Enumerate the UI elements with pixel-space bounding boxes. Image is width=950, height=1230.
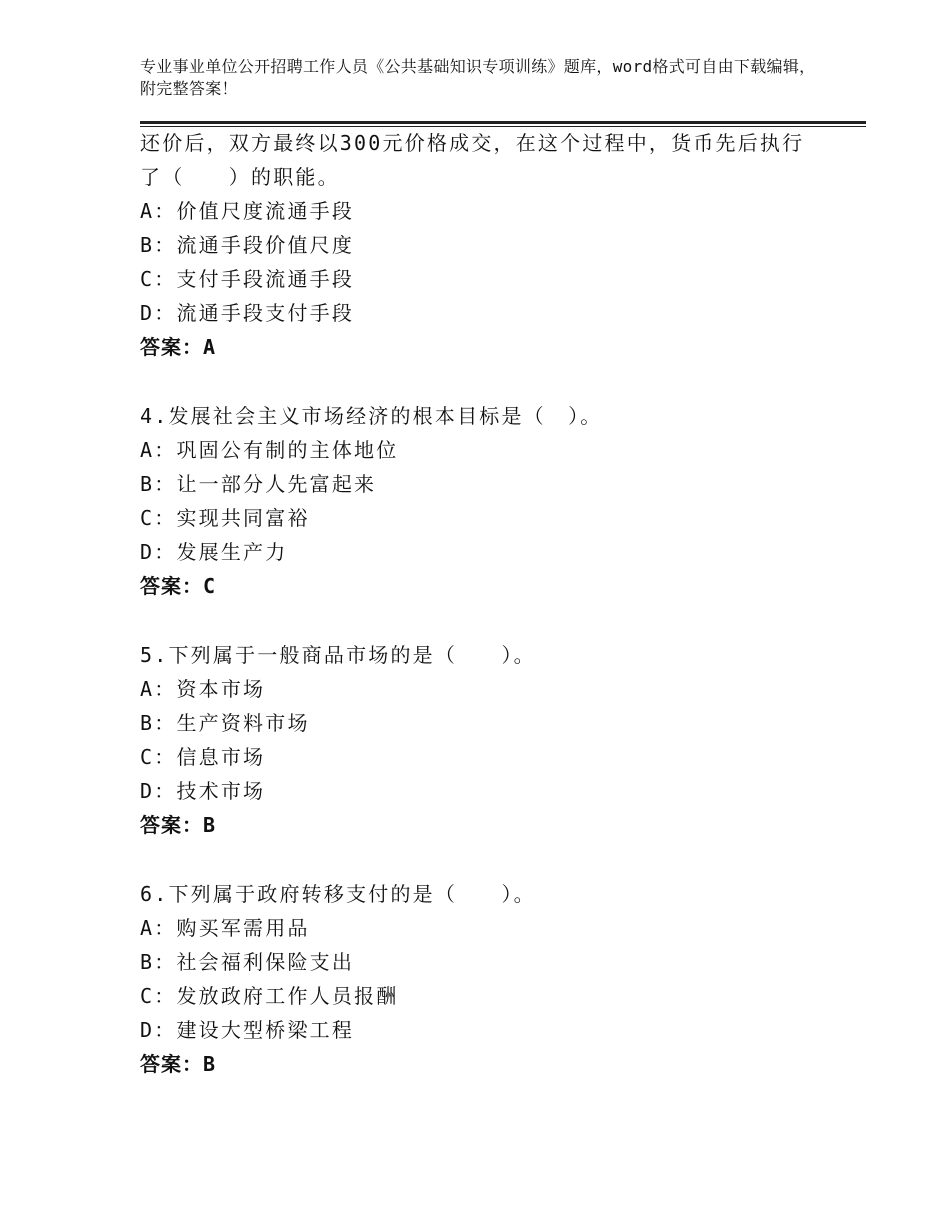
question-6-option-c: C：发放政府工作人员报酬	[140, 984, 399, 1008]
question-6-option-d: D：建设大型桥梁工程	[140, 1018, 355, 1042]
question-3-option-d: D：流通手段支付手段	[140, 301, 355, 325]
question-4-answer: 答案：C	[140, 574, 217, 598]
question-5-option-d: D：技术市场	[140, 779, 266, 803]
question-4-option-a: A：巩固公有制的主体地位	[140, 438, 399, 462]
question-3-option-a: A：价值尺度流通手段	[140, 199, 355, 223]
question-5-option-b: B：生产资料市场	[140, 711, 310, 735]
question-4-stem: 4.发展社会主义市场经济的根本目标是（ ）。	[140, 404, 603, 428]
question-4-option-d: D：发展生产力	[140, 540, 288, 564]
question-5-stem: 5.下列属于一般商品市场的是（ ）。	[140, 643, 536, 667]
question-content	[140, 126, 830, 1081]
question-3-stem-line-1: 还价后，双方最终以300元价格成交，在这个过程中，货币先后执行	[140, 131, 805, 155]
question-5-answer: 答案：B	[140, 813, 217, 837]
question-6-answer: 答案：B	[140, 1052, 217, 1076]
question-6-stem: 6.下列属于政府转移支付的是（ ）。	[140, 882, 536, 906]
header-rule-thick	[140, 121, 866, 124]
question-5-option-c: C：信息市场	[140, 745, 266, 769]
question-6-option-a: A：购买军需用品	[140, 916, 310, 940]
question-4-option-b: B：让一部分人先富起来	[140, 472, 377, 496]
question-5-option-a: A：资本市场	[140, 677, 266, 701]
question-3-stem-line-2: 了（ ）的职能。	[140, 165, 340, 189]
question-6-option-b: B：社会福利保险支出	[140, 950, 355, 974]
question-4-option-c: C：实现共同富裕	[140, 506, 310, 530]
question-3-option-c: C：支付手段流通手段	[140, 267, 355, 291]
question-3-answer: 答案：A	[140, 335, 217, 359]
page-header: 专业事业单位公开招聘工作人员《公共基础知识专项训练》题库，word格式可自由下载编辑，附完整答案！	[140, 57, 816, 98]
question-3-option-b: B：流通手段价值尺度	[140, 233, 355, 257]
